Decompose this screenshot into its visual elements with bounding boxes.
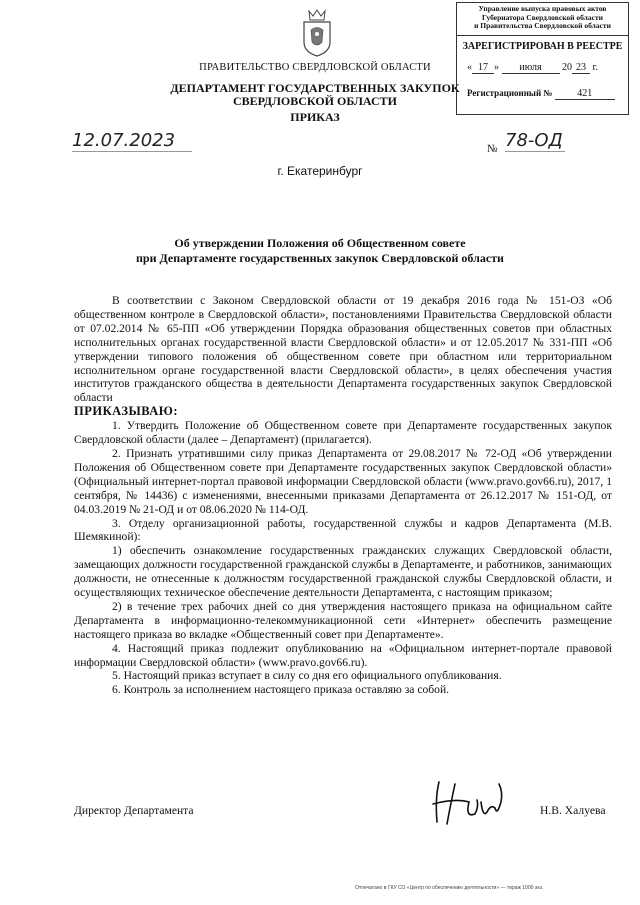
item-1: 1. Утвердить Положение об Общественном совете при Департаменте государственных закупок Свердловской области (далее – Департамент) (прилагается). <box>74 419 612 447</box>
stamp-year-mark: г. <box>592 61 598 73</box>
stamp-authority-line-2: Губернатора Свердловской области <box>482 12 603 22</box>
document-body <box>74 294 612 697</box>
stamp-status: ЗАРЕГИСТРИРОВАН В РЕЕСТРЕ <box>462 40 623 52</box>
stamp-year-prefix: 20 <box>562 61 572 73</box>
stamp-month: июля <box>502 62 560 74</box>
handwritten-signature-icon <box>425 778 515 828</box>
item-4: 4. Настоящий приказ подлежит опубликованию на «Официальном интернет-портале правовой информации Свердловской области» (www.pravo.gov66.ru). <box>74 641 612 669</box>
stamp-day: 17 <box>472 62 494 74</box>
document-type: ПРИКАЗ <box>290 110 340 124</box>
department-line-1: ДЕПАРТАМЕНТ ГОСУДАРСТВЕННЫХ ЗАКУПОК <box>170 81 460 95</box>
document-title <box>100 236 540 266</box>
registration-stamp <box>456 2 629 115</box>
order-number-label: № <box>487 143 498 155</box>
preamble: В соответствии с Законом Свердловской области от 19 декабря 2016 года № 151-ОЗ «Об общественном контроле в Свердловской области», постановлениями Правительства Свердловской области от 07.02.2014 № 65-ПП «Об утверждении Порядка образования общественных советов при областных исполнительных органах государственной власти Свердловской области» и от 12.05.2017 № 331-ПП «Об утверждении типового положения об общественном совете при областном или территориальном исполнительном органе государственной власти Свердловской области», в целях обеспечения участия институтов гражданского общества в деятельности Департамента государственных закупок Свердловской области <box>74 294 612 405</box>
order-date: 12.07.2023 <box>72 130 192 152</box>
stamp-number: 421 <box>555 88 615 100</box>
stamp-authority-line-1: Управление выпуска правовых актов <box>478 4 607 13</box>
stamp-authority-line-3: и Правительства Свердловской области <box>474 21 611 30</box>
stamp-quote-open: « <box>467 61 472 73</box>
city: г. Екатеринбург <box>277 164 363 178</box>
stamp-authority <box>457 3 628 36</box>
order-number: 78-ОД <box>505 130 565 152</box>
signatory-name: Н.В. Халуева <box>540 804 606 817</box>
title-line-1: Об утверждении Положения об Общественном совете <box>174 236 466 250</box>
item-3-2: 2) в течение трех рабочих дней со дня утверждения настоящего приказа на официальном сайте Департамента в информационно-телекоммуникационной сети «Интернет» обеспечить размещение настоящего приказа во вкладке «Общественный совет при Департаменте». <box>74 599 612 641</box>
coat-of-arms-icon <box>300 8 334 58</box>
stamp-number-row <box>457 88 628 100</box>
item-3: 3. Отделу организационной работы, государственной службы и кадров Департамента (М.В. Шемякиной): <box>74 516 612 544</box>
department-line-2: СВЕРДЛОВСКОЙ ОБЛАСТИ <box>233 94 397 108</box>
item-2: 2. Признать утратившими силу приказ Департамента от 29.08.2017 № 72-ОД «Об утверждении Положения об Общественном совете при Департаменте государственных закупок Свердловской области» (Официальный интернет-портал правовой информации Свердловской области (www.pravo.gov66.ru), 2017, 1 сентября, № 14436) с изменениями, внесенными приказами Департамента от 26.12.2017 № 151-ОД, от 04.03.2019 № 21-ОД и от 08.06.2020 № 114-ОД. <box>74 446 612 516</box>
item-3-1: 1) обеспечить ознакомление государственных гражданских служащих Свердловской области, замещающих должности государственной гражданской службы в Департаменте, и работников, занимающих должности, не отнесенные к должностям государственной гражданской службы Свердловской области, и осуществляющих техническое обеспечение деятельности Департамента, с настоящим приказом; <box>74 544 612 600</box>
item-5: 5. Настоящий приказ вступает в силу со дня его официального опубликования. <box>112 669 502 683</box>
stamp-number-label: Регистрационный № <box>467 87 553 98</box>
department-name <box>150 82 480 108</box>
print-footer: Отпечатано в ГКУ СО «Центр по обеспечению деятельности» — тираж 1000 экз. <box>355 885 544 891</box>
stamp-quote-close: » <box>494 61 499 73</box>
signatory-position: Директор Департамента <box>74 804 194 817</box>
item-6: 6. Контроль за исполнением настоящего приказа оставляю за собой. <box>112 683 450 697</box>
stamp-year: 23 <box>572 62 590 74</box>
stamp-date <box>457 62 628 74</box>
government-name: ПРАВИТЕЛЬСТВО СВЕРДЛОВСКОЙ ОБЛАСТИ <box>199 62 431 73</box>
title-line-2: при Департаменте государственных закупок Свердловской области <box>136 251 504 265</box>
command-word: ПРИКАЗЫВАЮ: <box>74 404 179 419</box>
